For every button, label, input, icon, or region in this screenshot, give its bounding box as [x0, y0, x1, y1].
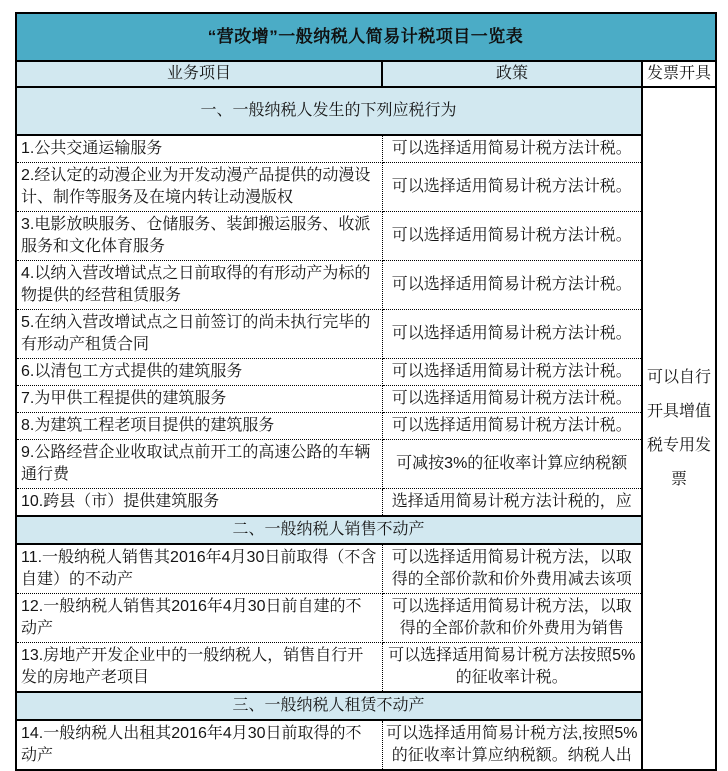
item-cell: 7.为甲供工程提供的建筑服务 [16, 386, 382, 413]
item-cell: 4.以纳入营改增试点之日前取得的有形动产为标的物提供的经营租赁服务 [16, 261, 382, 310]
item-cell: 10.跨县（市）提供建筑服务 [16, 489, 382, 517]
item-cell: 5.在纳入营改增试点之日前签订的尚未执行完毕的有形动产租赁合同 [16, 310, 382, 359]
policy-cell: 可以选择适用简易计税方法计税。 [382, 310, 642, 359]
section-row-3 [16, 692, 716, 720]
table-row [16, 720, 716, 770]
table-row [16, 261, 716, 310]
table-row [16, 310, 716, 359]
policy-cell: 可减按3%的征收率计算应纳税额 [382, 440, 642, 489]
table-row [16, 440, 716, 489]
section-heading-3: 三、一般纳税人租赁不动产 [16, 692, 642, 720]
section-row-1 [16, 87, 716, 135]
policy-cell: 可以选择适用简易计税方法计税。 [382, 261, 642, 310]
policy-cell: 可以选择适用简易计税方法计税。 [382, 359, 642, 386]
item-cell: 11.一般纳税人销售其2016年4月30日前取得（不含自建）的不动产 [16, 544, 382, 594]
policy-cell: 可以选择适用简易计税方法计税。 [382, 413, 642, 440]
item-cell: 2.经认定的动漫企业为开发动漫产品提供的动漫设计、制作等服务及在境内转让动漫版权 [16, 163, 382, 212]
table-row [16, 594, 716, 643]
item-cell: 3.电影放映服务、仓储服务、装卸搬运服务、收派服务和文化体育服务 [16, 212, 382, 261]
item-cell: 9.公路经营企业收取试点前开工的高速公路的车辆通行费 [16, 440, 382, 489]
table-row [16, 386, 716, 413]
title-row [16, 13, 716, 61]
column-header-row [16, 61, 716, 87]
policy-cell: 可以选择适用简易计税方法计税。 [382, 135, 642, 163]
column-header-item: 业务项目 [16, 61, 382, 87]
table-row [16, 544, 716, 594]
column-header-invoice: 发票开具 [642, 61, 716, 87]
policy-cell: 可以选择适用简易计税方法计税。 [382, 212, 642, 261]
item-cell: 8.为建筑工程老项目提供的建筑服务 [16, 413, 382, 440]
policy-cell: 可以选择适用简易计税方法计税。 [382, 386, 642, 413]
item-cell: 12.一般纳税人销售其2016年4月30日前自建的不动产 [16, 594, 382, 643]
section-heading-2: 二、一般纳税人销售不动产 [16, 516, 642, 544]
policy-cell: 可以选择适用简易计税方法,按照5%的征收率计算应纳税额。纳税人出 [382, 720, 642, 770]
invoice-note-cell: 可以自行开具增值税专用发票 [642, 87, 716, 770]
item-cell: 1.公共交通运输服务 [16, 135, 382, 163]
table-row [16, 163, 716, 212]
item-cell: 6.以清包工方式提供的建筑服务 [16, 359, 382, 386]
item-cell: 14.一般纳税人出租其2016年4月30日前取得的不动产 [16, 720, 382, 770]
section-row-2 [16, 516, 716, 544]
policy-cell: 可以选择适用简易计税方法计税。 [382, 163, 642, 212]
table-row [16, 135, 716, 163]
policy-cell: 可以选择适用简易计税方法，以取得的全部价款和价外费用减去该项 [382, 544, 642, 594]
policy-cell: 选择适用简易计税方法计税的，应 [382, 489, 642, 517]
table-row [16, 212, 716, 261]
table-row [16, 413, 716, 440]
section-heading-1: 一、一般纳税人发生的下列应税行为 [16, 87, 642, 135]
column-header-policy: 政策 [382, 61, 642, 87]
tax-table [15, 12, 717, 771]
policy-cell: 可以选择适用简易计税方法，以取得的全部价款和价外费用为销售 [382, 594, 642, 643]
table-row [16, 359, 716, 386]
policy-cell: 可以选择适用简易计税方法按照5%的征收率计税。 [382, 643, 642, 693]
table-title: “营改增”一般纳税人简易计税项目一览表 [16, 13, 716, 61]
item-cell: 13.房地产开发企业中的一般纳税人，销售自行开发的房地产老项目 [16, 643, 382, 693]
table-row [16, 643, 716, 693]
table-row [16, 489, 716, 517]
